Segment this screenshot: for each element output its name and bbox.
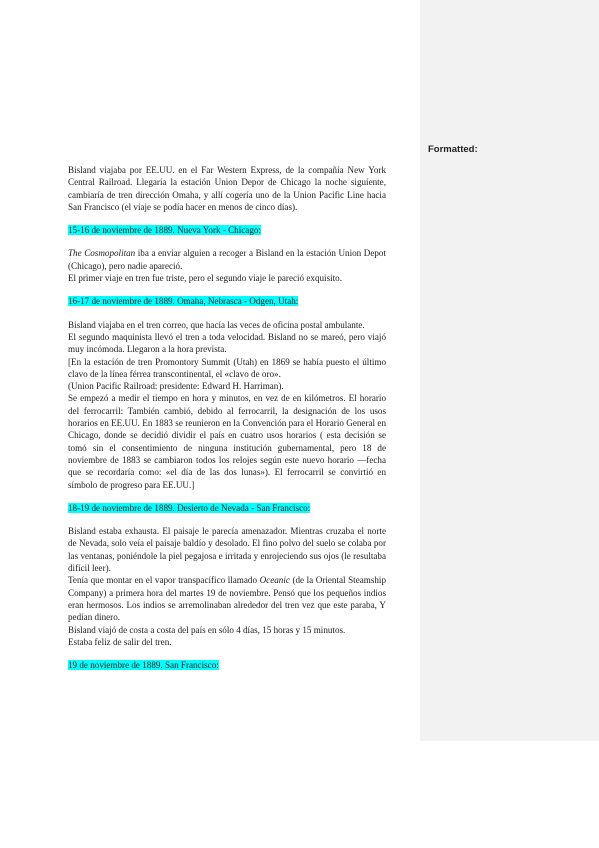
paragraph: [En la estación de tren Promontory Summit (Utah) en 1869 se había puesto el último clavo de la línea férrea transcontinental, el «clavo de oro». bbox=[68, 356, 386, 379]
paragraph: Bisland viajaba por EE.UU. en el Far Western Express, de la compañía New York Central Railroad. Llegaría la estación Union Depor de Chicago la noche siguiente, cambiaría de tren dirección Omaha, y allí cogería uno de la Union Pacific Line hacia San Francisco (el viaje se podía hacer en menos de cinco días). bbox=[68, 165, 386, 212]
italic-text: Oceanic bbox=[259, 575, 290, 586]
paragraph bbox=[68, 247, 386, 272]
section-heading: 18-19 de noviembre de 1889. Desierto de Nevada - San Francisco: bbox=[68, 502, 311, 513]
section-heading: 16-17 de noviembre de 1889. Omaha, Nebrasca - Odgen, Utah: bbox=[68, 296, 299, 307]
paragraph: Bisland estaba exhausta. El paisaje le parecía amenazador. Mientras cruzaba el norte de Nevada, solo veía el paisaje baldío y desolado. El fino polvo del suelo se colaba por las ventanas, poniéndole la piel pegajosa e irritada y enrojeciendo sus ojos (le resultaba difícil leer). bbox=[68, 526, 386, 574]
paragraph: Se empezó a medir el tiempo en hora y minutos, en vez de en kilómetros. El horario del ferrocarril: También cambió, debido al ferrocarril, la designación de los usos horarios en EE.UU. En 1883 se reunieron en la Convención para el Horario General en Chicago, donde se decidió dividir el país en cuatro usos horarios ( esta decisión se tomó sin el consentimiento de ninguna institución gubernamental, pero 18 de noviembre de 1883 se cambiaron todos los relojes según este nuevo horario —fecha que se recordaría como: «el día de las dos lunas»). El ferrocarril se convirtió en símbolo de progreso para EE.UU.] bbox=[68, 393, 386, 490]
section-heading: 19 de noviembre de 1889. San Francisco: bbox=[68, 660, 219, 671]
comment-pane bbox=[420, 0, 599, 741]
paragraph: El segundo maquinista llevó el tren a toda velocidad. Bisland no se mareó, pero viajó muy incómoda. Llegaron a la hora prevista. bbox=[68, 331, 386, 355]
italic-text: The Cosmopolitan bbox=[68, 248, 136, 259]
paragraph-text: iba a enviar alguien a recoger a Bisland en la estación Union Depot (Chicago), pero nadie apareció. bbox=[68, 248, 386, 271]
paragraph bbox=[68, 574, 386, 623]
paragraph: Bisland viajó de costa a costa del país en sólo 4 días, 15 horas y 15 minutos. bbox=[68, 624, 346, 635]
paragraph: Estaba feliz de salir del tren. bbox=[68, 636, 172, 647]
paragraph-text: (de la Oriental Steamship Company) a primera hora del martes 19 de noviembre. Pensó que los pequeños indios eran hermosos. Los indios se arremolinaban alrededor del tren vez que este paraba, Y pedían dinero. bbox=[68, 575, 387, 623]
paragraph: (Union Pacific Railroad: presidente: Edward H. Harriman). bbox=[68, 381, 284, 392]
document-body bbox=[68, 164, 386, 671]
paragraph: Bisland viajaba en el tren correo, que hacía las veces de oficina postal ambulante. bbox=[68, 319, 365, 330]
section-heading: 15-16 de noviembre de 1889. Nueva York - Chicago: bbox=[68, 225, 261, 236]
comment-label: Formatted: bbox=[428, 144, 478, 155]
paragraph-text: Tenía que montar en el vapor transpacífico llamado bbox=[68, 575, 260, 586]
paragraph: El primer viaje en tren fue triste, pero el segundo viaje le pareció exquisito. bbox=[68, 273, 342, 284]
